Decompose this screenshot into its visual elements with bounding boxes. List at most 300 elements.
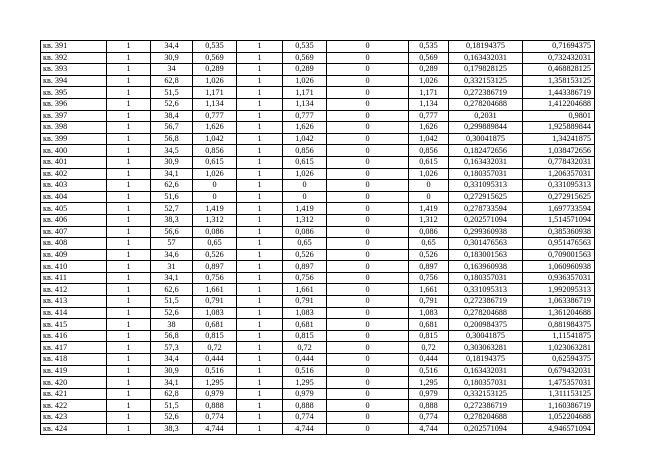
table-row — [41, 41, 595, 53]
table-row — [41, 423, 595, 435]
zero-cell: 0 — [327, 412, 409, 424]
coef-cell: 1 — [237, 98, 283, 110]
table-row — [41, 365, 595, 377]
value-cell: 1,312 — [193, 214, 237, 226]
total-cell: 1,063386719 — [523, 296, 595, 308]
value-cell: 4,744 — [193, 423, 237, 435]
zero-cell: 0 — [327, 261, 409, 273]
value2-cell: 0,086 — [283, 226, 327, 238]
value3-cell: 0,289 — [409, 64, 449, 76]
total-cell: 1,34241875 — [523, 133, 595, 145]
apartment-cell: кв. 418 — [41, 354, 107, 366]
area-cell: 51,5 — [151, 400, 193, 412]
apartment-cell: кв. 424 — [41, 423, 107, 435]
value2-cell: 0 — [283, 180, 327, 192]
table-row — [41, 319, 595, 331]
value-cell: 0,65 — [193, 238, 237, 250]
zero-cell: 0 — [327, 284, 409, 296]
coef-cell: 1 — [237, 319, 283, 331]
value3-cell: 1,134 — [409, 98, 449, 110]
zero-cell: 0 — [327, 52, 409, 64]
value-cell: 0,856 — [193, 145, 237, 157]
coef-cell: 1 — [237, 122, 283, 134]
share-cell: 0,163960938 — [449, 261, 523, 273]
count-cell: 1 — [107, 307, 151, 319]
total-cell: 0,881984375 — [523, 319, 595, 331]
value-cell: 0,791 — [193, 296, 237, 308]
value2-cell: 0,72 — [283, 342, 327, 354]
zero-cell: 0 — [327, 64, 409, 76]
zero-cell: 0 — [327, 272, 409, 284]
total-cell: 0,385360938 — [523, 226, 595, 238]
table-row — [41, 87, 595, 99]
share-cell: 0,180357031 — [449, 377, 523, 389]
value-cell: 0,535 — [193, 41, 237, 53]
coef-cell: 1 — [237, 284, 283, 296]
value2-cell: 0,516 — [283, 365, 327, 377]
value2-cell: 0,897 — [283, 261, 327, 273]
value3-cell: 0,815 — [409, 330, 449, 342]
apartment-cell: кв. 417 — [41, 342, 107, 354]
count-cell: 1 — [107, 75, 151, 87]
area-cell: 31 — [151, 261, 193, 273]
zero-cell: 0 — [327, 191, 409, 203]
value3-cell: 0,72 — [409, 342, 449, 354]
table-row — [41, 52, 595, 64]
area-cell: 56,8 — [151, 330, 193, 342]
apartment-cell: кв. 420 — [41, 377, 107, 389]
share-cell: 0,272915625 — [449, 191, 523, 203]
coef-cell: 1 — [237, 203, 283, 215]
total-cell: 0,62594375 — [523, 354, 595, 366]
area-cell: 38,3 — [151, 214, 193, 226]
area-cell: 34,5 — [151, 145, 193, 157]
count-cell: 1 — [107, 296, 151, 308]
coef-cell: 1 — [237, 52, 283, 64]
share-cell: 0,278204688 — [449, 98, 523, 110]
coef-cell: 1 — [237, 261, 283, 273]
count-cell: 1 — [107, 214, 151, 226]
value-cell: 0,774 — [193, 412, 237, 424]
coef-cell: 1 — [237, 238, 283, 250]
apartment-cell: кв. 422 — [41, 400, 107, 412]
share-cell: 0,332153125 — [449, 75, 523, 87]
zero-cell: 0 — [327, 342, 409, 354]
total-cell: 1,038472656 — [523, 145, 595, 157]
zero-cell: 0 — [327, 122, 409, 134]
share-cell: 0,299360938 — [449, 226, 523, 238]
zero-cell: 0 — [327, 296, 409, 308]
total-cell: 0,71694375 — [523, 41, 595, 53]
table-row — [41, 400, 595, 412]
value3-cell: 1,026 — [409, 168, 449, 180]
zero-cell: 0 — [327, 377, 409, 389]
area-cell: 56,6 — [151, 226, 193, 238]
coef-cell: 1 — [237, 249, 283, 261]
area-cell: 51,5 — [151, 296, 193, 308]
value-cell: 0,516 — [193, 365, 237, 377]
value-cell: 1,042 — [193, 133, 237, 145]
zero-cell: 0 — [327, 400, 409, 412]
area-cell: 34,1 — [151, 168, 193, 180]
apartment-cell: кв. 416 — [41, 330, 107, 342]
total-cell: 1,412204688 — [523, 98, 595, 110]
count-cell: 1 — [107, 261, 151, 273]
table-row — [41, 64, 595, 76]
total-cell: 4,946571094 — [523, 423, 595, 435]
table-row — [41, 238, 595, 250]
value-cell: 0,72 — [193, 342, 237, 354]
value2-cell: 0,815 — [283, 330, 327, 342]
count-cell: 1 — [107, 400, 151, 412]
value-cell: 0,815 — [193, 330, 237, 342]
coef-cell: 1 — [237, 133, 283, 145]
coef-cell: 1 — [237, 180, 283, 192]
count-cell: 1 — [107, 354, 151, 366]
value2-cell: 0,774 — [283, 412, 327, 424]
value2-cell: 0,756 — [283, 272, 327, 284]
value-cell: 0,888 — [193, 400, 237, 412]
count-cell: 1 — [107, 249, 151, 261]
value2-cell: 0,979 — [283, 388, 327, 400]
apartment-cell: кв. 410 — [41, 261, 107, 273]
value-cell: 0 — [193, 191, 237, 203]
value-cell: 0,086 — [193, 226, 237, 238]
coef-cell: 1 — [237, 214, 283, 226]
value2-cell: 1,134 — [283, 98, 327, 110]
spreadsheet-page — [40, 40, 594, 435]
area-cell: 51,6 — [151, 191, 193, 203]
area-cell: 56,8 — [151, 133, 193, 145]
value-cell: 1,026 — [193, 75, 237, 87]
count-cell: 1 — [107, 203, 151, 215]
coef-cell: 1 — [237, 41, 283, 53]
value-cell: 1,661 — [193, 284, 237, 296]
total-cell: 1,11541875 — [523, 330, 595, 342]
apartment-cell: кв. 397 — [41, 110, 107, 122]
apartment-cell: кв. 400 — [41, 145, 107, 157]
zero-cell: 0 — [327, 307, 409, 319]
total-cell: 0,331095313 — [523, 180, 595, 192]
value2-cell: 0,569 — [283, 52, 327, 64]
area-cell: 38 — [151, 319, 193, 331]
share-cell: 0,331095313 — [449, 284, 523, 296]
table-body — [41, 41, 595, 435]
table-row — [41, 342, 595, 354]
value3-cell: 0,791 — [409, 296, 449, 308]
share-cell: 0,163432031 — [449, 156, 523, 168]
value2-cell: 0,65 — [283, 238, 327, 250]
coef-cell: 1 — [237, 296, 283, 308]
value2-cell: 0,289 — [283, 64, 327, 76]
share-cell: 0,272386719 — [449, 296, 523, 308]
value2-cell: 0,535 — [283, 41, 327, 53]
value3-cell: 4,744 — [409, 423, 449, 435]
value2-cell: 1,419 — [283, 203, 327, 215]
area-cell: 52,6 — [151, 412, 193, 424]
value-cell: 0 — [193, 180, 237, 192]
apartment-cell: кв. 399 — [41, 133, 107, 145]
total-cell: 0,679432031 — [523, 365, 595, 377]
total-cell: 0,951476563 — [523, 238, 595, 250]
value2-cell: 0,526 — [283, 249, 327, 261]
apartment-cell: кв. 394 — [41, 75, 107, 87]
table-row — [41, 261, 595, 273]
value3-cell: 1,171 — [409, 87, 449, 99]
table-row — [41, 412, 595, 424]
count-cell: 1 — [107, 156, 151, 168]
count-cell: 1 — [107, 180, 151, 192]
value-cell: 0,777 — [193, 110, 237, 122]
value3-cell: 0 — [409, 180, 449, 192]
total-cell: 1,206357031 — [523, 168, 595, 180]
value-cell: 0,444 — [193, 354, 237, 366]
coef-cell: 1 — [237, 272, 283, 284]
share-cell: 0,331095313 — [449, 180, 523, 192]
count-cell: 1 — [107, 412, 151, 424]
total-cell: 1,358153125 — [523, 75, 595, 87]
value-cell: 1,134 — [193, 98, 237, 110]
total-cell: 1,023063281 — [523, 342, 595, 354]
value2-cell: 1,661 — [283, 284, 327, 296]
zero-cell: 0 — [327, 41, 409, 53]
coef-cell: 1 — [237, 388, 283, 400]
area-cell: 30,9 — [151, 156, 193, 168]
table-row — [41, 133, 595, 145]
table-row — [41, 388, 595, 400]
share-cell: 0,182472656 — [449, 145, 523, 157]
value3-cell: 1,295 — [409, 377, 449, 389]
apartment-cell: кв. 405 — [41, 203, 107, 215]
table-row — [41, 122, 595, 134]
coef-cell: 1 — [237, 330, 283, 342]
value-cell: 0,526 — [193, 249, 237, 261]
value3-cell: 0,979 — [409, 388, 449, 400]
zero-cell: 0 — [327, 238, 409, 250]
value2-cell: 0,856 — [283, 145, 327, 157]
value3-cell: 0,777 — [409, 110, 449, 122]
count-cell: 1 — [107, 226, 151, 238]
apartment-cell: кв. 396 — [41, 98, 107, 110]
zero-cell: 0 — [327, 354, 409, 366]
area-cell: 52,6 — [151, 98, 193, 110]
share-cell: 0,179828125 — [449, 64, 523, 76]
value-cell: 0,897 — [193, 261, 237, 273]
area-cell: 34,4 — [151, 354, 193, 366]
value2-cell: 0,444 — [283, 354, 327, 366]
value2-cell: 0,681 — [283, 319, 327, 331]
count-cell: 1 — [107, 365, 151, 377]
share-cell: 0,30041875 — [449, 330, 523, 342]
total-cell: 1,060960938 — [523, 261, 595, 273]
table-row — [41, 307, 595, 319]
area-cell: 30,9 — [151, 365, 193, 377]
value2-cell: 1,042 — [283, 133, 327, 145]
area-cell: 38,3 — [151, 423, 193, 435]
area-cell: 62,6 — [151, 180, 193, 192]
apartment-cell: кв. 423 — [41, 412, 107, 424]
coef-cell: 1 — [237, 226, 283, 238]
table-row — [41, 180, 595, 192]
value3-cell: 0,681 — [409, 319, 449, 331]
value2-cell: 1,626 — [283, 122, 327, 134]
apartment-table — [40, 40, 595, 435]
apartment-cell: кв. 406 — [41, 214, 107, 226]
count-cell: 1 — [107, 284, 151, 296]
apartment-cell: кв. 398 — [41, 122, 107, 134]
value3-cell: 0,444 — [409, 354, 449, 366]
share-cell: 0,278204688 — [449, 412, 523, 424]
total-cell: 1,361204688 — [523, 307, 595, 319]
share-cell: 0,299889844 — [449, 122, 523, 134]
coef-cell: 1 — [237, 168, 283, 180]
area-cell: 34,4 — [151, 41, 193, 53]
value-cell: 1,171 — [193, 87, 237, 99]
zero-cell: 0 — [327, 319, 409, 331]
total-cell: 1,992095313 — [523, 284, 595, 296]
value-cell: 1,026 — [193, 168, 237, 180]
total-cell: 0,272915625 — [523, 191, 595, 203]
total-cell: 1,514571094 — [523, 214, 595, 226]
count-cell: 1 — [107, 330, 151, 342]
apartment-cell: кв. 402 — [41, 168, 107, 180]
zero-cell: 0 — [327, 423, 409, 435]
value3-cell: 1,626 — [409, 122, 449, 134]
share-cell: 0,163432031 — [449, 52, 523, 64]
count-cell: 1 — [107, 191, 151, 203]
apartment-cell: кв. 403 — [41, 180, 107, 192]
apartment-cell: кв. 414 — [41, 307, 107, 319]
total-cell: 0,778432031 — [523, 156, 595, 168]
value3-cell: 0,888 — [409, 400, 449, 412]
area-cell: 34 — [151, 64, 193, 76]
apartment-cell: кв. 395 — [41, 87, 107, 99]
coef-cell: 1 — [237, 377, 283, 389]
share-cell: 0,272386719 — [449, 400, 523, 412]
coef-cell: 1 — [237, 400, 283, 412]
count-cell: 1 — [107, 145, 151, 157]
total-cell: 0,732432031 — [523, 52, 595, 64]
value3-cell: 0,774 — [409, 412, 449, 424]
table-row — [41, 284, 595, 296]
coef-cell: 1 — [237, 110, 283, 122]
zero-cell: 0 — [327, 330, 409, 342]
value3-cell: 0,897 — [409, 261, 449, 273]
share-cell: 0,2031 — [449, 110, 523, 122]
value3-cell: 0,569 — [409, 52, 449, 64]
share-cell: 0,303063281 — [449, 342, 523, 354]
value3-cell: 1,042 — [409, 133, 449, 145]
value2-cell: 0 — [283, 191, 327, 203]
zero-cell: 0 — [327, 75, 409, 87]
apartment-cell: кв. 407 — [41, 226, 107, 238]
table-row — [41, 249, 595, 261]
area-cell: 38,4 — [151, 110, 193, 122]
apartment-cell: кв. 392 — [41, 52, 107, 64]
apartment-cell: кв. 421 — [41, 388, 107, 400]
table-row — [41, 354, 595, 366]
value3-cell: 0,756 — [409, 272, 449, 284]
value-cell: 0,979 — [193, 388, 237, 400]
count-cell: 1 — [107, 377, 151, 389]
count-cell: 1 — [107, 41, 151, 53]
coef-cell: 1 — [237, 365, 283, 377]
zero-cell: 0 — [327, 110, 409, 122]
share-cell: 0,200984375 — [449, 319, 523, 331]
value2-cell: 1,083 — [283, 307, 327, 319]
area-cell: 62,8 — [151, 388, 193, 400]
share-cell: 0,30041875 — [449, 133, 523, 145]
share-cell: 0,18194375 — [449, 41, 523, 53]
area-cell: 52,6 — [151, 307, 193, 319]
share-cell: 0,163432031 — [449, 365, 523, 377]
count-cell: 1 — [107, 272, 151, 284]
coef-cell: 1 — [237, 191, 283, 203]
table-row — [41, 145, 595, 157]
table-row — [41, 110, 595, 122]
count-cell: 1 — [107, 87, 151, 99]
zero-cell: 0 — [327, 203, 409, 215]
value-cell: 0,756 — [193, 272, 237, 284]
value3-cell: 1,661 — [409, 284, 449, 296]
table-row — [41, 377, 595, 389]
value2-cell: 0,615 — [283, 156, 327, 168]
table-row — [41, 191, 595, 203]
value-cell: 1,295 — [193, 377, 237, 389]
share-cell: 0,202571094 — [449, 214, 523, 226]
count-cell: 1 — [107, 388, 151, 400]
value-cell: 1,083 — [193, 307, 237, 319]
count-cell: 1 — [107, 238, 151, 250]
apartment-cell: кв. 412 — [41, 284, 107, 296]
value-cell: 0,615 — [193, 156, 237, 168]
apartment-cell: кв. 393 — [41, 64, 107, 76]
zero-cell: 0 — [327, 145, 409, 157]
table-row — [41, 214, 595, 226]
zero-cell: 0 — [327, 87, 409, 99]
apartment-cell: кв. 415 — [41, 319, 107, 331]
share-cell: 0,332153125 — [449, 388, 523, 400]
value-cell: 1,419 — [193, 203, 237, 215]
table-row — [41, 296, 595, 308]
coef-cell: 1 — [237, 342, 283, 354]
zero-cell: 0 — [327, 214, 409, 226]
total-cell: 0,936357031 — [523, 272, 595, 284]
area-cell: 62,6 — [151, 284, 193, 296]
area-cell: 34,1 — [151, 272, 193, 284]
share-cell: 0,180357031 — [449, 272, 523, 284]
total-cell: 1,925889844 — [523, 122, 595, 134]
total-cell: 1,160386719 — [523, 400, 595, 412]
zero-cell: 0 — [327, 156, 409, 168]
value3-cell: 1,026 — [409, 75, 449, 87]
value3-cell: 0,086 — [409, 226, 449, 238]
coef-cell: 1 — [237, 307, 283, 319]
area-cell: 52,7 — [151, 203, 193, 215]
table-row — [41, 203, 595, 215]
share-cell: 0,278733594 — [449, 203, 523, 215]
coef-cell: 1 — [237, 64, 283, 76]
value2-cell: 0,777 — [283, 110, 327, 122]
coef-cell: 1 — [237, 354, 283, 366]
share-cell: 0,301476563 — [449, 238, 523, 250]
coef-cell: 1 — [237, 87, 283, 99]
value3-cell: 1,312 — [409, 214, 449, 226]
total-cell: 0,709001563 — [523, 249, 595, 261]
value2-cell: 1,026 — [283, 168, 327, 180]
share-cell: 0,202571094 — [449, 423, 523, 435]
count-cell: 1 — [107, 52, 151, 64]
